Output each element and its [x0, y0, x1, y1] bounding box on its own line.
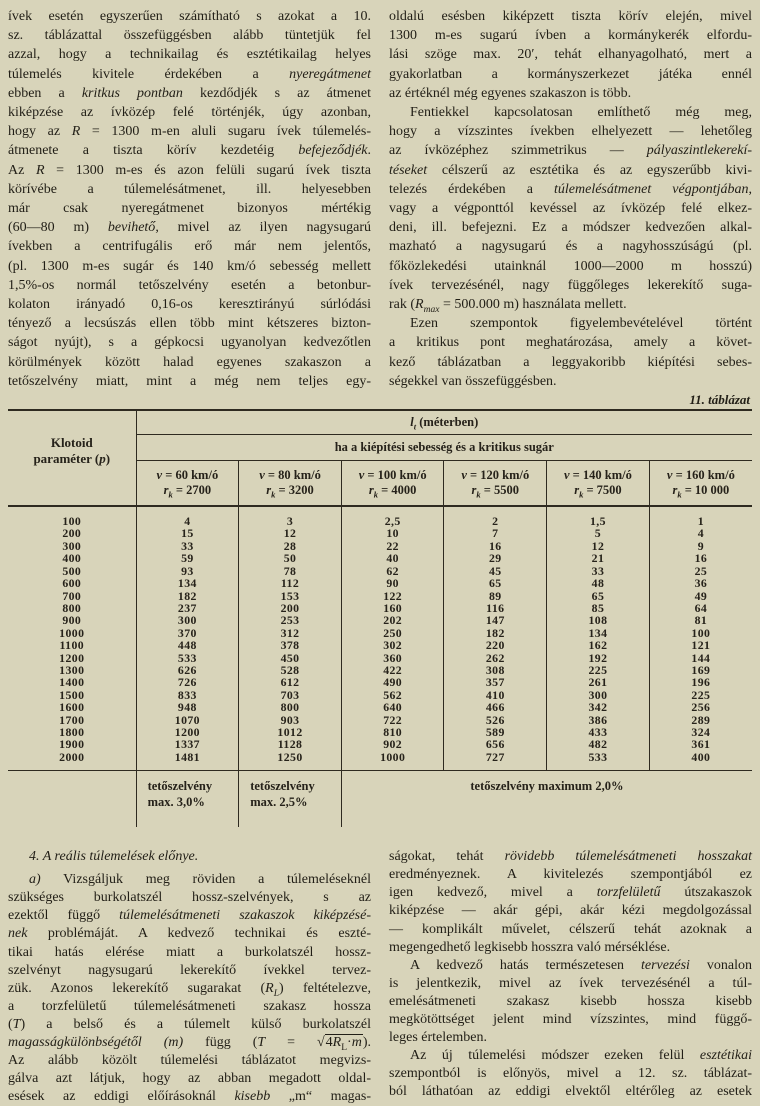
value-cell: 533 [547, 751, 650, 771]
text-line: átmenete a tiszta körív kezdetéig befejeződjék. [8, 143, 371, 159]
value-cell: 59 [136, 552, 239, 564]
text-line: gyakorlatban a kormányszerkezet játéka ennél [389, 66, 752, 82]
text-line: tikai hatás elérése miatt a burkolatszél hossz- [8, 944, 371, 960]
value-cell: 33 [547, 565, 650, 577]
value-cell: 378 [239, 639, 342, 651]
top-text-section [8, 7, 752, 391]
value-cell: 302 [341, 639, 444, 651]
value-cell: 25 [649, 565, 752, 577]
speed-column-header-100 [341, 461, 444, 507]
text-line: ségekkel van összefüggésben. [389, 373, 557, 389]
value-cell: 300 [136, 614, 239, 626]
text-line: ból láthatóan az eddigi elvektől eltérőleg az esetek [389, 1084, 752, 1100]
value-cell: 182 [136, 590, 239, 602]
param-cell: 1200 [8, 652, 136, 664]
section-heading: 4. A reális túlemelések előnye. [29, 849, 199, 865]
table-footer [8, 771, 752, 828]
value-cell: 800 [239, 701, 342, 713]
text-line: túlemelés kivitele érdekében a nyeregátmenet [8, 66, 371, 82]
value-cell: 360 [341, 652, 444, 664]
value-cell: 640 [341, 701, 444, 713]
text-line: már csak nyeregátmenet bizonyos mértékig [8, 201, 371, 217]
value-cell: 262 [444, 652, 547, 664]
value-cell: 902 [341, 738, 444, 750]
value-cell: 3 [239, 506, 342, 527]
bottom-right-column [389, 848, 752, 1106]
value-cell: 81 [649, 614, 752, 626]
value-cell: 250 [341, 627, 444, 639]
value-cell: 490 [341, 676, 444, 688]
text-line: a torzfelületű túlemelésátmeneti szakasz hossza [8, 998, 371, 1014]
value-cell: 448 [136, 639, 239, 651]
param-cell: 500 [8, 565, 136, 577]
table-caption: 11. táblázat [689, 392, 750, 408]
text-line: nek problémáját. A kedvező technikai és eszté- [8, 926, 371, 942]
text-line: szempontból is előnyös, mivel a 12. sz. táblázat- [389, 1066, 752, 1082]
value-cell: 289 [649, 714, 752, 726]
param-cell: 300 [8, 540, 136, 552]
bottom-left-lines [8, 871, 371, 1106]
text-line: azzal, hogy a technikailag és esztétikailag helyes [8, 47, 371, 63]
value-cell: 722 [341, 714, 444, 726]
table-row [8, 701, 752, 713]
param-cell: 1400 [8, 676, 136, 688]
value-cell: 1128 [239, 738, 342, 750]
param-cell: 600 [8, 577, 136, 589]
text-line: szükséges burkolatszél hossz-szelvények, s az [8, 890, 371, 906]
value-cell: 386 [547, 714, 650, 726]
table-row [8, 676, 752, 688]
clothoid-parameter-table [8, 409, 752, 827]
text-line: mazható a nagysugarú és a nagyhosszúságú (pl. [389, 239, 752, 255]
value-cell: 134 [136, 577, 239, 589]
value-cell: 612 [239, 676, 342, 688]
value-cell: 466 [444, 701, 547, 713]
speed-label: v = 60 km/ó [156, 467, 219, 482]
value-cell: 200 [239, 602, 342, 614]
text-line: igen kedvező, mivel a torzfelületű útszakaszok [389, 885, 752, 901]
value-cell: 400 [649, 751, 752, 771]
table-row [8, 527, 752, 539]
value-cell: 410 [444, 689, 547, 701]
value-cell: 16 [444, 540, 547, 552]
value-cell: 656 [444, 738, 547, 750]
value-cell: 144 [649, 652, 752, 664]
text-line: A kedvező hatás természetesen tervezési vonalon [410, 957, 752, 973]
table-row [8, 664, 752, 676]
text-line: (60—80 m) bevihető, mivel az ilyen nagysugarú [8, 220, 371, 236]
value-cell: 4 [136, 506, 239, 527]
param-cell: 800 [8, 602, 136, 614]
value-cell: 16 [649, 552, 752, 564]
value-cell: 29 [444, 552, 547, 564]
value-cell: 169 [649, 664, 752, 676]
radius-label: $r_k = 7500$ [574, 483, 622, 500]
value-cell: 90 [341, 577, 444, 589]
text-line: téseket célszerű az esztétika és az egyszerűbb kivi- [389, 162, 752, 178]
value-cell: 65 [444, 577, 547, 589]
param-cell: 700 [8, 590, 136, 602]
text-line: az értéknél még egyenes szakaszon is több. [389, 85, 632, 101]
value-cell: 93 [136, 565, 239, 577]
text-line: esések az eddigi előírásoknál kisebb „m“ magas- [8, 1089, 371, 1105]
value-cell: 1337 [136, 738, 239, 750]
value-cell: 36 [649, 577, 752, 589]
radius-label: $r_k = 4000$ [368, 483, 417, 500]
value-cell: 134 [547, 627, 650, 639]
param-cell: 900 [8, 614, 136, 626]
text-line: (T) a belső és a túlemelt külső burkolatszél [8, 1016, 371, 1032]
value-cell: 112 [239, 577, 342, 589]
text-line: — komplikált művelet, célszerű tehát azoknak a [389, 921, 752, 937]
footer-empty-cell [8, 771, 136, 828]
value-cell: 12 [547, 540, 650, 552]
value-cell: 12 [239, 527, 342, 539]
text-line: vagy a végponttól kevéssel az ívközép felé elkez- [389, 201, 752, 217]
value-cell: 261 [547, 676, 650, 688]
value-cell: 62 [341, 565, 444, 577]
speed-label: v = 80 km/ó [259, 467, 321, 482]
text-line: emelésátmeneti szakasz kisebb hossza kisebb [389, 993, 752, 1009]
text-line: kiképzése — akár gépi, akár kézi megdolgozással [389, 903, 752, 919]
value-cell: 482 [547, 738, 650, 750]
param-cell: 1500 [8, 689, 136, 701]
value-cell: 1200 [136, 726, 239, 738]
value-cell: 903 [239, 714, 342, 726]
text-line: magasságkülönbségétől (m) függ $(T = √4R_L\cdot m)$. [8, 1035, 371, 1053]
value-cell: 153 [239, 590, 342, 602]
text-line: Az R = 1300 m-es és azon felüli sugarú ívek tiszta [8, 162, 371, 178]
table-row [8, 738, 752, 750]
value-cell: 450 [239, 652, 342, 664]
value-cell: 4 [649, 527, 752, 539]
text-line: is jelentkezik, mivel az ívek tervezésénél a túl- [389, 975, 752, 991]
value-cell: 533 [136, 652, 239, 664]
top-left-column [8, 7, 371, 391]
value-cell: 2,5 [341, 506, 444, 527]
value-cell: 703 [239, 689, 342, 701]
value-cell: 225 [649, 689, 752, 701]
text-line: kiképzése az ívközép felé történjék, úgy azonban, [8, 105, 371, 121]
value-cell: 562 [341, 689, 444, 701]
param-cell: 1800 [8, 726, 136, 738]
text-line: a) Vizsgáljuk meg röviden a túlemeléseknél [29, 872, 371, 888]
text-line: ívekben a centrifugális erő már nem jelentős, [8, 239, 371, 255]
value-cell: 122 [341, 590, 444, 602]
value-cell: 85 [547, 602, 650, 614]
param-cell: 400 [8, 552, 136, 564]
table-row [8, 506, 752, 527]
value-cell: 1 [649, 506, 752, 527]
text-line: ívek esetén egyszerűen számítható s azokat a 10. [8, 9, 371, 24]
value-cell: 49 [649, 590, 752, 602]
value-cell: 357 [444, 676, 547, 688]
text-line: főközlekedési utainknál 1000—2000 m hosszú) [389, 258, 752, 274]
scanned-page [8, 0, 752, 1106]
value-cell: 202 [341, 614, 444, 626]
value-cell: 196 [649, 676, 752, 688]
bottom-left-column [8, 848, 371, 1106]
speed-label: v = 100 km/ó [358, 467, 427, 482]
value-cell: 10 [341, 527, 444, 539]
value-cell: 225 [547, 664, 650, 676]
text-line: körívébe a túlemelésátmenet, ill. helyesebben [8, 181, 371, 197]
param-column-header: Klotoid paraméter (p) [8, 410, 136, 506]
value-cell: 312 [239, 627, 342, 639]
text-line: Fentiekkel kapcsolatosan említhető még meg, [410, 105, 752, 121]
bottom-text-section [8, 848, 752, 1106]
value-cell: 50 [239, 552, 342, 564]
value-cell: 370 [136, 627, 239, 639]
text-line: gálva azt látjuk, hogy az abban megadott oldal- [8, 1071, 371, 1087]
value-cell: 342 [547, 701, 650, 713]
value-cell: 192 [547, 652, 650, 664]
value-cell: 147 [444, 614, 547, 626]
text-line: leges értelemben. [389, 1030, 487, 1046]
table-row [8, 751, 752, 771]
value-cell: 65 [547, 590, 650, 602]
value-cell: 89 [444, 590, 547, 602]
value-cell: 1481 [136, 751, 239, 771]
param-cell: 200 [8, 527, 136, 539]
value-cell: 300 [547, 689, 650, 701]
value-cell: 121 [649, 639, 752, 651]
value-cell: 220 [444, 639, 547, 651]
table-row [8, 552, 752, 564]
value-cell: 1000 [341, 751, 444, 771]
value-cell: 64 [649, 602, 752, 614]
value-cell: 100 [649, 627, 752, 639]
value-cell: 116 [444, 602, 547, 614]
text-line: oldalú esésben kiképzett tiszta körív elején, mivel [389, 9, 752, 24]
text-line: lási szöge max. 20′, tehát elhanyagolható, mert a [389, 47, 752, 63]
value-cell: 182 [444, 627, 547, 639]
footer-max-3-0: tetőszelvény max. 3,0% [136, 771, 239, 828]
text-line: (pl. 1300 m-es sugár és 140 km/ó sebesség mellett [8, 258, 371, 274]
value-cell: 528 [239, 664, 342, 676]
param-cell: 1000 [8, 627, 136, 639]
radius-label: $r_k = 10$ 000 [672, 483, 730, 500]
table-row [8, 627, 752, 639]
text-line: Ezen szempontok figyelembevételével történt [410, 316, 752, 332]
text-line: szelvényt nagysugarú lekerekítő ívekkel tervez- [8, 962, 371, 978]
speed-column-header-120 [444, 461, 547, 507]
text-line: megkötöttséget jelent mind vízszintes, mind függő- [389, 1012, 752, 1028]
table-row [8, 614, 752, 626]
text-line: kolaton irányadó 0,16-os keresztirányú súrlódási [8, 297, 371, 313]
value-cell: 1070 [136, 714, 239, 726]
value-cell: 526 [444, 714, 547, 726]
value-cell: 48 [547, 577, 650, 589]
table-row [8, 714, 752, 726]
text-line: a kritikus pont meghatározása, amely a követ- [389, 335, 752, 351]
value-cell: 361 [649, 738, 752, 750]
table-row [8, 602, 752, 614]
text-line: hogy az R = 1300 m-en aluli sugaru ívek túlemelés- [8, 124, 371, 140]
value-cell: 15 [136, 527, 239, 539]
text-line: Az alább közölt túlemelési táblázatot megvizs- [8, 1053, 371, 1069]
speed-column-header-140 [547, 461, 650, 507]
text-line: megengedhető legkisebb hosszra való mérséklése. [389, 939, 671, 955]
param-cell: 100 [8, 506, 136, 527]
value-cell: 256 [649, 701, 752, 713]
value-cell: 833 [136, 689, 239, 701]
radius-label: $r_k = 5500$ [471, 483, 520, 500]
param-cell: 1900 [8, 738, 136, 750]
text-line: zük. Azonos lekerekítő sugarakat $(R_L)$ feltételezve, [8, 980, 371, 999]
speed-label: v = 140 km/ó [563, 467, 632, 482]
speed-column-header-160 [649, 461, 752, 507]
table-row [8, 652, 752, 664]
text-line: rak ($R_{max} = 500.000$ m) használata mellett. [389, 297, 627, 315]
text-line: 1300 m-es sugarú ívben a kormánykerék elfordu- [389, 28, 752, 44]
table-row [8, 726, 752, 738]
text-line: ságokat, tehát rövidebb túlemelésátmeneti hosszakat [389, 849, 752, 865]
table-row [8, 577, 752, 589]
param-cell: 1700 [8, 714, 136, 726]
value-cell: 253 [239, 614, 342, 626]
condition-header: ha a kiépítési sebesség és a kritikus sugár [136, 435, 752, 461]
text-line: deni, ill. befejezni. Ez a módszer kedvezően alkal- [389, 220, 752, 236]
table-row [8, 689, 752, 701]
text-line: ságot nyújt), s a gépkocsi ugyanolyan kedvezőtlen [8, 335, 371, 351]
value-cell: 45 [444, 565, 547, 577]
text-line: eredményeznek. A kivitelezés szempontjából ez [389, 867, 752, 883]
text-line: sz. táblázattal összefüggésben alább tüntetjük fel [8, 28, 371, 44]
table-row [8, 590, 752, 602]
top-right-column [389, 7, 752, 391]
value-cell: 9 [649, 540, 752, 552]
param-cell: 2000 [8, 751, 136, 771]
value-cell: 162 [547, 639, 650, 651]
text-line: Az új túlemelési módszer ezeken felül esztétikai [410, 1048, 752, 1064]
value-cell: 948 [136, 701, 239, 713]
text-line: tényező a lecsúszás ellen több mint kétszeres bizton- [8, 316, 371, 332]
value-cell: 33 [136, 540, 239, 552]
table-row [8, 639, 752, 651]
param-cell: 1300 [8, 664, 136, 676]
value-cell: 160 [341, 602, 444, 614]
param-cell: 1100 [8, 639, 136, 651]
text-line: kező táblázatban a leggyakoribb kiépítési sebes- [389, 354, 752, 370]
text-line: ezektől függő túlemelésátmeneti szakaszok kiképzésé- [8, 908, 371, 924]
footer-max-2-0: tetőszelvény maximum 2,0% [470, 779, 624, 794]
speed-column-header-60 [136, 461, 239, 507]
value-cell: 237 [136, 602, 239, 614]
text-line: ebben a kritkus pontban kezdődjék s az átmenet [8, 85, 371, 101]
speed-column-header-80 [239, 461, 342, 507]
footer-max-2-5: tetőszelvény max. 2,5% [239, 771, 342, 828]
speed-label: v = 120 km/ó [461, 467, 530, 482]
text-line: 1,5%-os normál tetőszelvény esetén a betonbur- [8, 277, 371, 293]
lt-span-header: $l_t$ (méterben) [136, 410, 752, 435]
value-cell: 40 [341, 552, 444, 564]
value-cell: 1,5 [547, 506, 650, 527]
value-cell: 589 [444, 726, 547, 738]
value-cell: 308 [444, 664, 547, 676]
table-body [8, 506, 752, 771]
value-cell: 1250 [239, 751, 342, 771]
text-line: az ívközéphez szimmetrikus — pályaszintlekerekí- [389, 143, 752, 159]
value-cell: 433 [547, 726, 650, 738]
value-cell: 78 [239, 565, 342, 577]
value-cell: 422 [341, 664, 444, 676]
table-row [8, 565, 752, 577]
value-cell: 726 [136, 676, 239, 688]
value-cell: 810 [341, 726, 444, 738]
value-cell: 21 [547, 552, 650, 564]
text-line: hogy a vízszintes ívekben elhelyezett — lehetőleg [389, 124, 752, 140]
table-header [8, 410, 752, 506]
speed-label: v = 160 km/ó [666, 467, 735, 482]
value-cell: 22 [341, 540, 444, 552]
value-cell: 1012 [239, 726, 342, 738]
value-cell: 2 [444, 506, 547, 527]
value-cell: 28 [239, 540, 342, 552]
value-cell: 108 [547, 614, 650, 626]
text-line: tetőszelvény miatt, mint a még nem teljes egy- [8, 373, 371, 389]
param-cell: 1600 [8, 701, 136, 713]
value-cell: 727 [444, 751, 547, 771]
text-line: telezés érdekében a túlemelésátmenet végpontjában, [389, 181, 752, 197]
text-line: ívek tervezésénél, nagy függőleges lekerekítő suga- [389, 277, 752, 293]
radius-label: $r_k = 3200$ [266, 483, 314, 500]
text-line: körülmények között halad egyenes szakaszon a [8, 354, 371, 370]
table-row [8, 540, 752, 552]
value-cell: 7 [444, 527, 547, 539]
value-cell: 626 [136, 664, 239, 676]
radius-label: $r_k = 2700$ [163, 483, 212, 500]
value-cell: 324 [649, 726, 752, 738]
value-cell: 5 [547, 527, 650, 539]
